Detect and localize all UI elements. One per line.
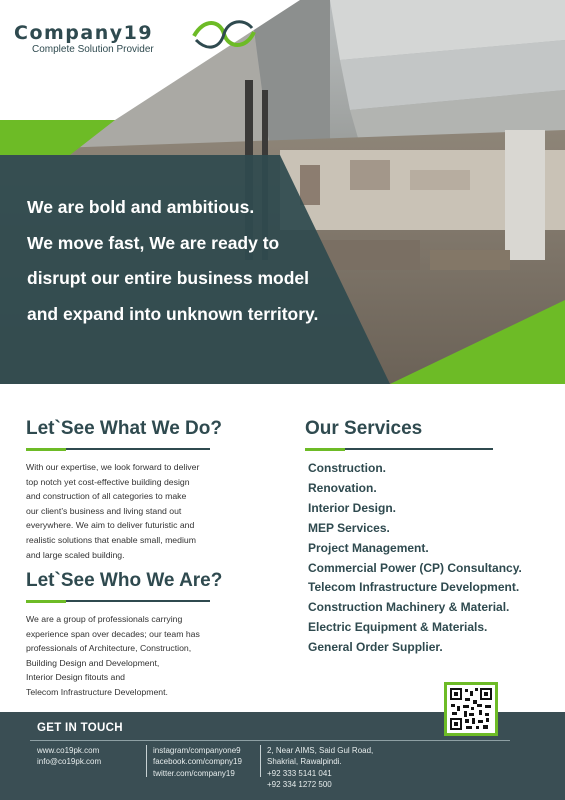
service-item: Construction Machinery & Material. <box>308 600 510 615</box>
service-item: Electric Equipment & Materials. <box>308 620 488 635</box>
service-item: Construction. <box>308 461 386 475</box>
social-links <box>153 745 242 779</box>
address-phone <box>267 745 373 790</box>
paragraph-line: We are a group of professionals carrying <box>26 614 183 624</box>
hero-line: and expand into unknown territory. <box>27 303 319 324</box>
service-item: Interior Design. <box>308 500 397 515</box>
paragraph-line: Building Design and Development, <box>26 657 160 668</box>
phone-number: +92 334 1272 500 <box>267 779 332 789</box>
paragraph-line: Interior Design fitouts and <box>26 672 125 683</box>
infinity-swoosh-icon <box>190 14 258 54</box>
service-item: Renovation. <box>308 480 377 495</box>
paragraph-line: top notch yet cost-effective building design <box>26 476 190 487</box>
instagram-link[interactable]: instagram/companyone9 <box>153 746 241 755</box>
company-logo <box>12 22 252 68</box>
services-heading: Our Services <box>305 418 423 439</box>
footer-separator <box>146 745 147 777</box>
service-item: Project Management. <box>308 540 429 555</box>
paragraph-line: and large scaled building. <box>26 549 125 560</box>
paragraph-line: experience span over decades; our team has <box>26 628 200 639</box>
paragraph-line: With our expertise, we look forward to deliver <box>26 462 200 472</box>
who-we-are-heading: Let`See Who We Are? <box>26 570 223 591</box>
website-link[interactable]: www.co19pk.com <box>37 746 100 755</box>
twitter-link[interactable]: twitter.com/company19 <box>153 768 235 778</box>
heading-accent <box>26 600 66 603</box>
footer-separator <box>260 745 261 777</box>
service-item: MEP Services. <box>308 520 390 535</box>
paragraph-line: and construction of all categories to make <box>26 491 187 502</box>
service-item: Telecom Infrastructure Development. <box>308 580 520 595</box>
paragraph-line: Telecom Infrastructure Development. <box>26 686 168 697</box>
services-list <box>308 459 522 658</box>
hero-line: disrupt our entire business model <box>27 268 309 288</box>
address-line: Shakrial, Rawalpindi. <box>267 757 342 767</box>
heading-accent <box>305 448 345 451</box>
footer-divider <box>30 740 510 741</box>
paragraph-line: professionals of Architecture, Construction, <box>26 643 192 654</box>
service-item: General Order Supplier. <box>308 640 443 655</box>
paragraph-line: our client’s business and living stand out <box>26 505 182 516</box>
facebook-link[interactable]: facebook.com/compny19 <box>153 757 242 767</box>
what-we-do-text <box>26 460 199 562</box>
paragraph-line: realistic solutions that enable small, medium <box>26 534 196 545</box>
service-item: Commercial Power (CP) Consultancy. <box>308 560 522 575</box>
who-we-are-text <box>26 612 200 700</box>
hero-line: We move fast, We are ready to <box>27 232 280 253</box>
get-in-touch-heading: GET IN TOUCH <box>37 722 123 734</box>
hero-statement <box>27 190 387 332</box>
address-line: 2, Near AIMS, Said Gul Road, <box>267 746 374 755</box>
email-link[interactable]: info@co19pk.com <box>37 757 102 767</box>
qr-code-pattern <box>450 688 492 730</box>
logo-tagline: Complete Solution Provider <box>32 44 154 55</box>
logo-wordmark: Company19 <box>14 22 154 44</box>
qr-code-icon <box>444 682 498 736</box>
hero-line: We are bold and ambitious. <box>27 197 255 217</box>
contact-web-email <box>37 745 101 768</box>
hero-banner <box>0 0 565 384</box>
what-we-do-heading: Let`See What We Do? <box>26 418 222 439</box>
paragraph-line: everywhere. We aim to deliver futuristic and <box>26 520 195 531</box>
heading-accent <box>26 448 66 451</box>
phone-number: +92 333 5141 041 <box>267 768 332 778</box>
